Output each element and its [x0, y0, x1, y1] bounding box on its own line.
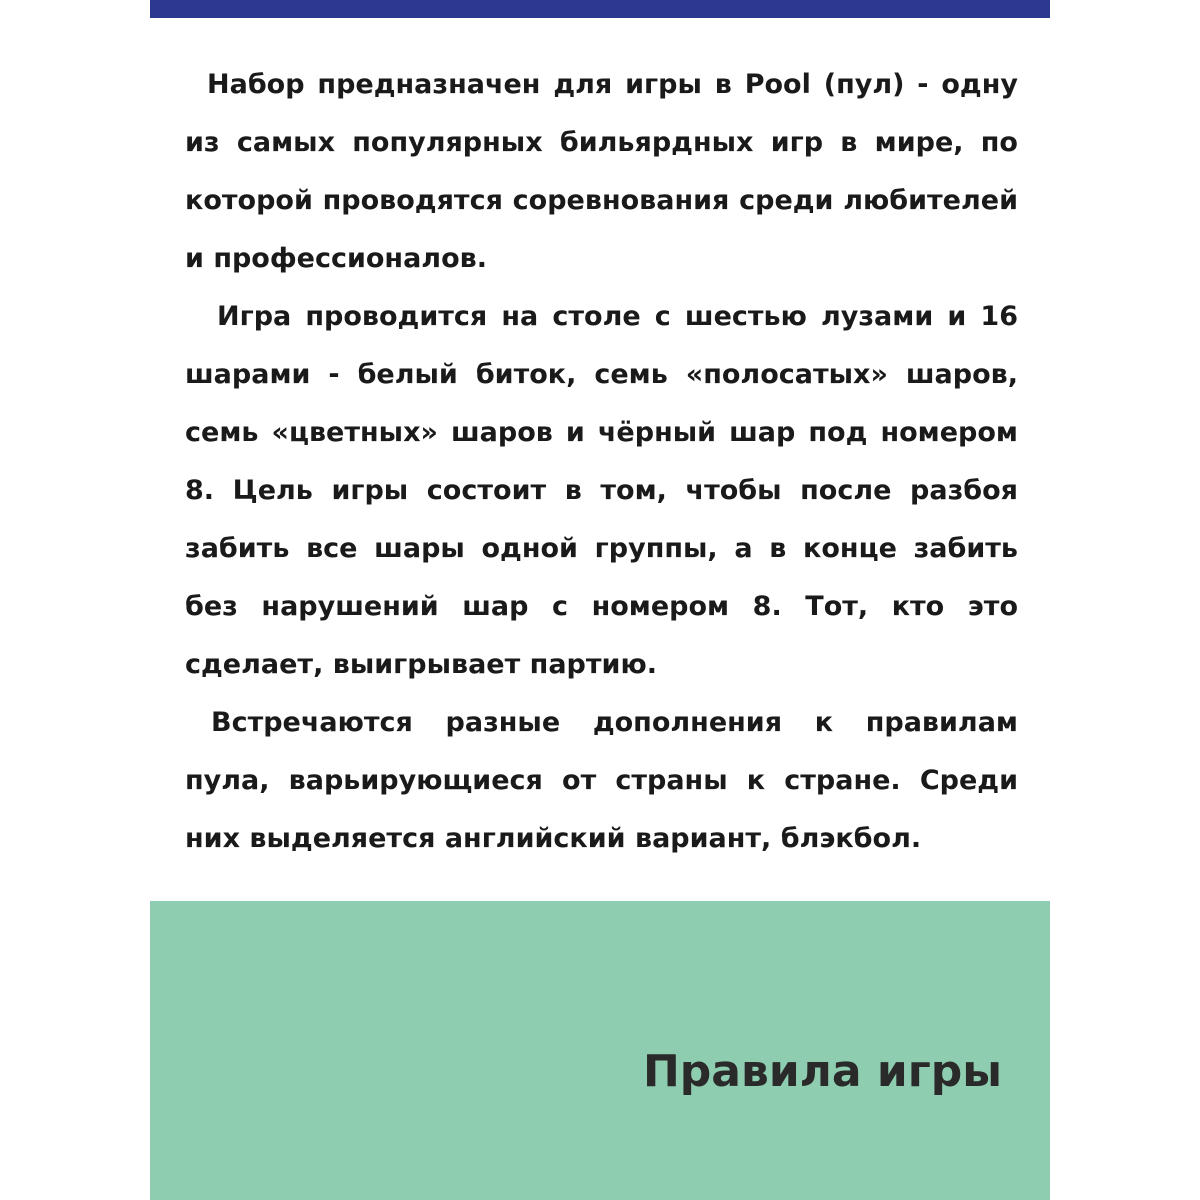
paragraph-variants: Встречаются разные дополнения к правилам пула, варьирующиеся от страны к стране. Среди них выделяется английский вариант, блэкбол.	[185, 707, 1018, 854]
paragraph-intro: Набор предназначен для игры в Pool (пул) - одну из самых популярных бильярдных игр в мире, по которой проводятся соревнования среди любителей и профессионалов.	[185, 69, 1018, 274]
paragraph-game-description: Игра проводится на столе с шестью лузами и 16 шарами - белый биток, семь «полосатых» шаров, семь «цветных» шаров и чёрный шар под номером 8. Цель игры состоит в том, чтобы после разбоя забить все шары одной группы, а в конце забить без нарушений шар с номером 8. Тот, кто это сделает, выигрывает партию.	[185, 301, 1018, 680]
top-accent-bar	[150, 0, 1050, 18]
rules-section	[150, 901, 1050, 1200]
rules-title: Правила игры	[642, 1046, 1002, 1097]
description-text	[185, 56, 1018, 868]
